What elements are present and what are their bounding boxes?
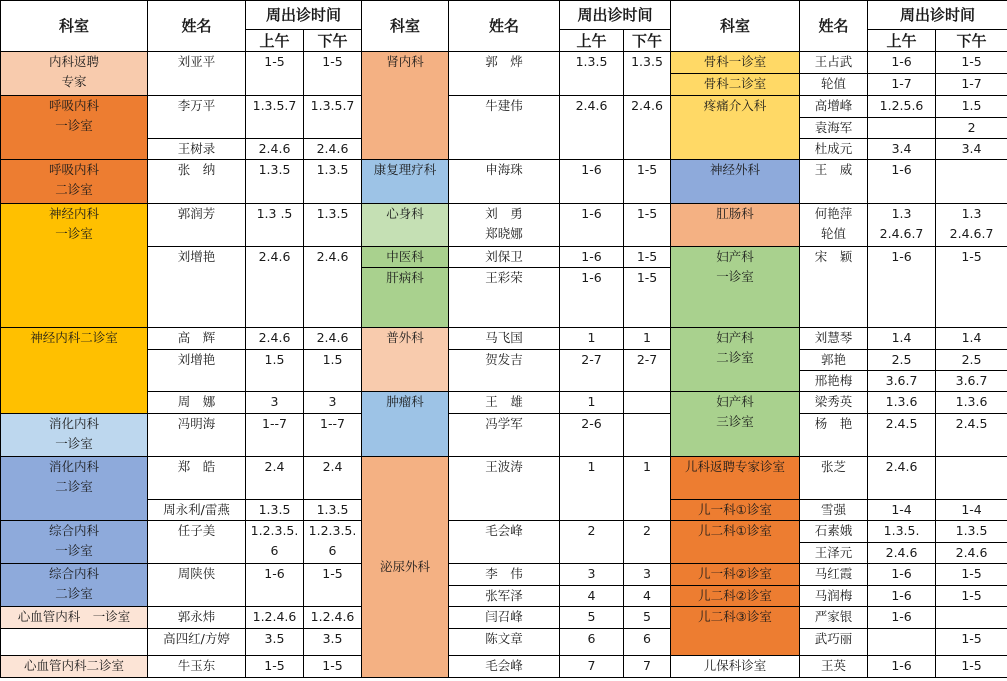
doctor-name-cell: 邢艳梅 bbox=[800, 371, 868, 392]
am-schedule-cell: 5 bbox=[560, 607, 624, 629]
am-schedule-cell: 1 bbox=[560, 457, 624, 521]
empty-dept-cell bbox=[1, 629, 148, 656]
pm-schedule-cell: 3.6.7 bbox=[936, 371, 1007, 392]
pm-schedule-cell: 1.3 2.4.6.7 bbox=[936, 204, 1007, 247]
am-schedule-cell: 1-5 bbox=[246, 52, 304, 96]
table-row bbox=[1, 392, 1007, 414]
pm-schedule-cell: 1 bbox=[624, 328, 671, 350]
col-header-pm: 下午 bbox=[936, 30, 1007, 52]
pm-schedule-cell: 1-5 bbox=[624, 160, 671, 204]
col-header-time: 周出诊时间 bbox=[246, 1, 362, 30]
doctor-name-cell: 王彩荣 bbox=[449, 268, 560, 328]
doctor-name-cell: 陈文章 bbox=[449, 629, 560, 656]
col-header-am: 上午 bbox=[560, 30, 624, 52]
doctor-name-cell: 冯学军 bbox=[449, 414, 560, 457]
table-row bbox=[1, 564, 1007, 586]
pm-schedule-cell: 5 bbox=[624, 607, 671, 629]
am-schedule-cell: 1 bbox=[560, 392, 624, 414]
table-row bbox=[1, 414, 1007, 457]
am-schedule-cell: 3 bbox=[560, 564, 624, 586]
am-schedule-cell: 3.6.7 bbox=[868, 371, 936, 392]
dept-cell: 神经外科 bbox=[671, 160, 800, 204]
table-row bbox=[1, 96, 1007, 118]
col-header-name: 姓名 bbox=[800, 1, 868, 52]
am-schedule-cell: 1.5 bbox=[246, 350, 304, 392]
pm-schedule-cell: 1-5 bbox=[304, 656, 362, 678]
table-row bbox=[1, 521, 1007, 543]
doctor-name-cell: 王 威 bbox=[800, 160, 868, 204]
table-row bbox=[1, 204, 1007, 247]
am-schedule-cell: 1-7 bbox=[868, 74, 936, 96]
pm-schedule-cell: 2.4.6 bbox=[304, 247, 362, 328]
am-schedule-cell bbox=[868, 118, 936, 139]
dept-cell: 肾内科 bbox=[362, 52, 449, 160]
col-header-pm: 下午 bbox=[304, 30, 362, 52]
table-row bbox=[1, 629, 1007, 656]
pm-schedule-cell: 2 bbox=[624, 521, 671, 564]
am-schedule-cell: 6 bbox=[560, 629, 624, 656]
am-schedule-cell: 1.3 .5 bbox=[246, 204, 304, 247]
am-schedule-cell: 2.4.6 bbox=[246, 139, 304, 160]
doctor-name-cell: 刘慧琴 bbox=[800, 328, 868, 350]
dept-cell: 儿一科②诊室 bbox=[671, 564, 800, 586]
am-schedule-cell: 1.3.5. bbox=[868, 521, 936, 543]
doctor-name-cell: 武巧丽 bbox=[800, 629, 868, 656]
pm-schedule-cell: 1-5 bbox=[624, 268, 671, 328]
pm-schedule-cell: 1.5 bbox=[936, 96, 1007, 118]
doctor-name-cell: 郭 烨 bbox=[449, 52, 560, 96]
doctor-name-cell: 梁秀英 bbox=[800, 392, 868, 414]
table-row bbox=[1, 607, 1007, 629]
am-schedule-cell: 1-6 bbox=[868, 52, 936, 74]
doctor-name-cell: 周永利/雷燕 bbox=[148, 500, 246, 521]
pm-schedule-cell: 2 bbox=[936, 118, 1007, 139]
am-schedule-cell: 1.2.3.5. 6 bbox=[246, 521, 304, 564]
pm-schedule-cell: 1.5 bbox=[304, 350, 362, 392]
dept-cell: 康复理疗科 bbox=[362, 160, 449, 204]
am-schedule-cell: 1-6 bbox=[868, 656, 936, 678]
doctor-name-cell: 冯明海 bbox=[148, 414, 246, 457]
col-header-time: 周出诊时间 bbox=[560, 1, 671, 30]
doctor-name-cell: 张军泽 bbox=[449, 586, 560, 607]
am-schedule-cell: 1.3.5.7 bbox=[246, 96, 304, 139]
pm-schedule-cell bbox=[936, 457, 1007, 500]
doctor-name-cell: 石素娥 bbox=[800, 521, 868, 543]
doctor-name-cell: 王占武 bbox=[800, 52, 868, 74]
dept-cell: 普外科 bbox=[362, 328, 449, 392]
doctor-name-cell: 申海珠 bbox=[449, 160, 560, 204]
am-schedule-cell: 2.4.6 bbox=[246, 247, 304, 328]
am-schedule-cell: 2-7 bbox=[560, 350, 624, 392]
pm-schedule-cell: 1.4 bbox=[936, 328, 1007, 350]
doctor-name-cell: 牛玉东 bbox=[148, 656, 246, 678]
doctor-name-cell: 高 辉 bbox=[148, 328, 246, 350]
pm-schedule-cell: 1-5 bbox=[936, 247, 1007, 328]
doctor-name-cell: 袁海军 bbox=[800, 118, 868, 139]
doctor-name-cell: 闫召峰 bbox=[449, 607, 560, 629]
am-schedule-cell: 2.4.6 bbox=[246, 328, 304, 350]
pm-schedule-cell bbox=[936, 607, 1007, 629]
am-schedule-cell: 1-6 bbox=[246, 564, 304, 607]
pm-schedule-cell: 1.3.5.7 bbox=[304, 96, 362, 139]
dept-cell: 心血管内科二诊室 bbox=[1, 656, 148, 678]
am-schedule-cell: 1.2.4.6 bbox=[246, 607, 304, 629]
dept-cell: 骨科二诊室 bbox=[671, 74, 800, 96]
col-header-pm: 下午 bbox=[624, 30, 671, 52]
am-schedule-cell: 1-6 bbox=[560, 160, 624, 204]
am-schedule-cell bbox=[868, 629, 936, 656]
dept-cell: 呼吸内科 二诊室 bbox=[1, 160, 148, 204]
pm-schedule-cell: 6 bbox=[624, 629, 671, 656]
pm-schedule-cell: 1-4 bbox=[936, 500, 1007, 521]
doctor-name-cell: 王波涛 bbox=[449, 457, 560, 521]
pm-schedule-cell: 1--7 bbox=[304, 414, 362, 457]
pm-schedule-cell: 2.4.5 bbox=[936, 414, 1007, 457]
doctor-name-cell: 雪强 bbox=[800, 500, 868, 521]
pm-schedule-cell: 1-5 bbox=[304, 52, 362, 96]
col-header-time: 周出诊时间 bbox=[868, 1, 1007, 30]
am-schedule-cell: 1-6 bbox=[560, 268, 624, 328]
dept-cell: 儿二科①诊室 bbox=[671, 521, 800, 564]
doctor-name-cell: 周 娜 bbox=[148, 392, 246, 414]
dept-cell: 神经内科 一诊室 bbox=[1, 204, 148, 328]
table-row bbox=[1, 328, 1007, 350]
doctor-name-cell: 王树录 bbox=[148, 139, 246, 160]
pm-schedule-cell: 1-5 bbox=[936, 564, 1007, 586]
pm-schedule-cell: 1-5 bbox=[936, 586, 1007, 607]
table-row bbox=[1, 350, 1007, 371]
doctor-name-cell: 任子美 bbox=[148, 521, 246, 564]
pm-schedule-cell: 3 bbox=[304, 392, 362, 414]
dept-cell: 妇产科 二诊室 bbox=[671, 328, 800, 392]
doctor-name-cell: 周陕侠 bbox=[148, 564, 246, 607]
am-schedule-cell: 3.5 bbox=[246, 629, 304, 656]
table-row bbox=[1, 247, 1007, 268]
pm-schedule-cell: 2-7 bbox=[624, 350, 671, 392]
doctor-name-cell: 刘亚平 bbox=[148, 52, 246, 96]
am-schedule-cell: 4 bbox=[560, 586, 624, 607]
pm-schedule-cell: 2.4.6 bbox=[304, 139, 362, 160]
col-header-dept: 科室 bbox=[362, 1, 449, 52]
header-row bbox=[1, 1, 1007, 30]
doctor-name-cell: 高四红/方婷 bbox=[148, 629, 246, 656]
doctor-name-cell: 郭艳 bbox=[800, 350, 868, 371]
am-schedule-cell: 1.4 bbox=[868, 328, 936, 350]
pm-schedule-cell bbox=[624, 392, 671, 414]
dept-cell: 骨科一诊室 bbox=[671, 52, 800, 74]
am-schedule-cell: 2 bbox=[560, 521, 624, 564]
am-schedule-cell: 1 bbox=[560, 328, 624, 350]
pm-schedule-cell: 1.3.5 bbox=[304, 160, 362, 204]
doctor-name-cell: 李万平 bbox=[148, 96, 246, 139]
dept-cell: 肝病科 bbox=[362, 268, 449, 328]
col-header-dept: 科室 bbox=[1, 1, 148, 52]
col-header-dept: 科室 bbox=[671, 1, 800, 52]
doctor-name-cell: 张芝 bbox=[800, 457, 868, 500]
doctor-name-cell: 毛会峰 bbox=[449, 656, 560, 678]
dept-cell: 心身科 bbox=[362, 204, 449, 247]
dept-cell: 儿保科诊室 bbox=[671, 656, 800, 678]
pm-schedule-cell: 2.4 bbox=[304, 457, 362, 500]
am-schedule-cell: 2.4.6 bbox=[868, 543, 936, 564]
pm-schedule-cell: 3 bbox=[624, 564, 671, 586]
table-row bbox=[1, 656, 1007, 678]
am-schedule-cell: 1-6 bbox=[868, 247, 936, 328]
am-schedule-cell: 1--7 bbox=[246, 414, 304, 457]
doctor-name-cell: 郭永炜 bbox=[148, 607, 246, 629]
dept-cell: 神经内科二诊室 bbox=[1, 328, 148, 414]
dept-cell: 儿二科②诊室 bbox=[671, 586, 800, 607]
doctor-name-cell: 宋 颖 bbox=[800, 247, 868, 328]
am-schedule-cell: 1-4 bbox=[868, 500, 936, 521]
am-schedule-cell: 1.3.6 bbox=[868, 392, 936, 414]
am-schedule-cell: 1-6 bbox=[868, 160, 936, 204]
dept-cell: 中医科 bbox=[362, 247, 449, 268]
doctor-name-cell: 马红霞 bbox=[800, 564, 868, 586]
am-schedule-cell: 1.3.5 bbox=[246, 160, 304, 204]
am-schedule-cell: 2.4 bbox=[246, 457, 304, 500]
pm-schedule-cell: 1.3.5 bbox=[304, 204, 362, 247]
doctor-name-cell: 马润梅 bbox=[800, 586, 868, 607]
am-schedule-cell: 1-6 bbox=[868, 564, 936, 586]
table-row bbox=[1, 457, 1007, 500]
pm-schedule-cell: 1-5 bbox=[936, 52, 1007, 74]
am-schedule-cell: 3 bbox=[246, 392, 304, 414]
dept-cell: 儿一科①诊室 bbox=[671, 500, 800, 521]
am-schedule-cell: 1.3 2.4.6.7 bbox=[868, 204, 936, 247]
am-schedule-cell: 1-6 bbox=[868, 607, 936, 629]
doctor-name-cell: 马飞国 bbox=[449, 328, 560, 350]
col-header-name: 姓名 bbox=[148, 1, 246, 52]
doctor-name-cell: 刘 勇 郑晓娜 bbox=[449, 204, 560, 247]
pm-schedule-cell: 2.4.6 bbox=[304, 328, 362, 350]
col-header-name: 姓名 bbox=[449, 1, 560, 52]
pm-schedule-cell bbox=[624, 414, 671, 457]
pm-schedule-cell: 1.3.5 bbox=[624, 52, 671, 96]
am-schedule-cell: 2.4.6 bbox=[560, 96, 624, 160]
pm-schedule-cell: 1.3.5 bbox=[936, 521, 1007, 543]
dept-cell: 儿科返聘专家诊室 bbox=[671, 457, 800, 500]
doctor-name-cell: 杜成元 bbox=[800, 139, 868, 160]
am-schedule-cell: 2.4.6 bbox=[868, 457, 936, 500]
doctor-name-cell: 高增峰 bbox=[800, 96, 868, 118]
pm-schedule-cell: 1-7 bbox=[936, 74, 1007, 96]
am-schedule-cell: 2.5 bbox=[868, 350, 936, 371]
pm-schedule-cell: 4 bbox=[624, 586, 671, 607]
pm-schedule-cell: 7 bbox=[624, 656, 671, 678]
doctor-name-cell: 何艳萍 轮值 bbox=[800, 204, 868, 247]
am-schedule-cell: 1.2.5.6 bbox=[868, 96, 936, 118]
dept-cell: 消化内科 二诊室 bbox=[1, 457, 148, 521]
doctor-name-cell: 刘保卫 bbox=[449, 247, 560, 268]
pm-schedule-cell: 3.4 bbox=[936, 139, 1007, 160]
dept-cell: 肿瘤科 bbox=[362, 392, 449, 457]
am-schedule-cell: 1.3.5 bbox=[560, 52, 624, 96]
dept-cell: 综合内科 一诊室 bbox=[1, 521, 148, 564]
doctor-name-cell: 张 纳 bbox=[148, 160, 246, 204]
doctor-name-cell: 杨 艳 bbox=[800, 414, 868, 457]
am-schedule-cell: 2.4.5 bbox=[868, 414, 936, 457]
am-schedule-cell: 1-5 bbox=[246, 656, 304, 678]
doctor-name-cell: 刘增艳 bbox=[148, 350, 246, 392]
pm-schedule-cell: 1.3.5 bbox=[304, 500, 362, 521]
doctor-name-cell: 王 雄 bbox=[449, 392, 560, 414]
doctor-name-cell: 郭润芳 bbox=[148, 204, 246, 247]
dept-cell: 综合内科 二诊室 bbox=[1, 564, 148, 607]
pm-schedule-cell: 2.4.6 bbox=[936, 543, 1007, 564]
table-row bbox=[1, 160, 1007, 204]
am-schedule-cell: 3.4 bbox=[868, 139, 936, 160]
doctor-name-cell: 严家银 bbox=[800, 607, 868, 629]
dept-cell: 妇产科 三诊室 bbox=[671, 392, 800, 457]
dept-cell: 泌尿外科 bbox=[362, 457, 449, 678]
am-schedule-cell: 1.3.5 bbox=[246, 500, 304, 521]
pm-schedule-cell: 1-5 bbox=[624, 247, 671, 268]
dept-cell: 妇产科 一诊室 bbox=[671, 247, 800, 328]
dept-cell: 疼痛介入科 bbox=[671, 96, 800, 160]
pm-schedule-cell: 1.2.3.5. 6 bbox=[304, 521, 362, 564]
pm-schedule-cell: 1-5 bbox=[936, 656, 1007, 678]
pm-schedule-cell: 2.4.6 bbox=[624, 96, 671, 160]
doctor-name-cell: 牛建伟 bbox=[449, 96, 560, 160]
pm-schedule-cell: 1-5 bbox=[304, 564, 362, 607]
col-header-am: 上午 bbox=[868, 30, 936, 52]
pm-schedule-cell: 1-5 bbox=[624, 204, 671, 247]
pm-schedule-cell bbox=[936, 160, 1007, 204]
dept-cell: 心血管内科 一诊室 bbox=[1, 607, 148, 629]
am-schedule-cell: 1-6 bbox=[868, 586, 936, 607]
dept-cell: 消化内科 一诊室 bbox=[1, 414, 148, 457]
am-schedule-cell: 7 bbox=[560, 656, 624, 678]
dept-cell: 呼吸内科 一诊室 bbox=[1, 96, 148, 160]
col-header-am: 上午 bbox=[246, 30, 304, 52]
dept-cell: 内科返聘 专家 bbox=[1, 52, 148, 96]
pm-schedule-cell: 1 bbox=[624, 457, 671, 521]
pm-schedule-cell: 2.5 bbox=[936, 350, 1007, 371]
dept-cell: 肛肠科 bbox=[671, 204, 800, 247]
doctor-name-cell: 王英 bbox=[800, 656, 868, 678]
doctor-name-cell: 贺发吉 bbox=[449, 350, 560, 392]
doctor-name-cell: 郑 皓 bbox=[148, 457, 246, 500]
pm-schedule-cell: 1.3.6 bbox=[936, 392, 1007, 414]
doctor-name-cell: 王泽元 bbox=[800, 543, 868, 564]
pm-schedule-cell: 1-5 bbox=[936, 629, 1007, 656]
doctor-name-cell: 毛会峰 bbox=[449, 521, 560, 564]
doctor-name-cell: 刘增艳 bbox=[148, 247, 246, 328]
pm-schedule-cell: 1.2.4.6 bbox=[304, 607, 362, 629]
am-schedule-cell: 2-6 bbox=[560, 414, 624, 457]
doctor-name-cell: 轮值 bbox=[800, 74, 868, 96]
doctor-name-cell: 李 伟 bbox=[449, 564, 560, 586]
pm-schedule-cell: 3.5 bbox=[304, 629, 362, 656]
am-schedule-cell: 1-6 bbox=[560, 204, 624, 247]
table-row bbox=[1, 52, 1007, 74]
am-schedule-cell: 1-6 bbox=[560, 247, 624, 268]
dept-cell: 儿二科③诊室 bbox=[671, 607, 800, 656]
